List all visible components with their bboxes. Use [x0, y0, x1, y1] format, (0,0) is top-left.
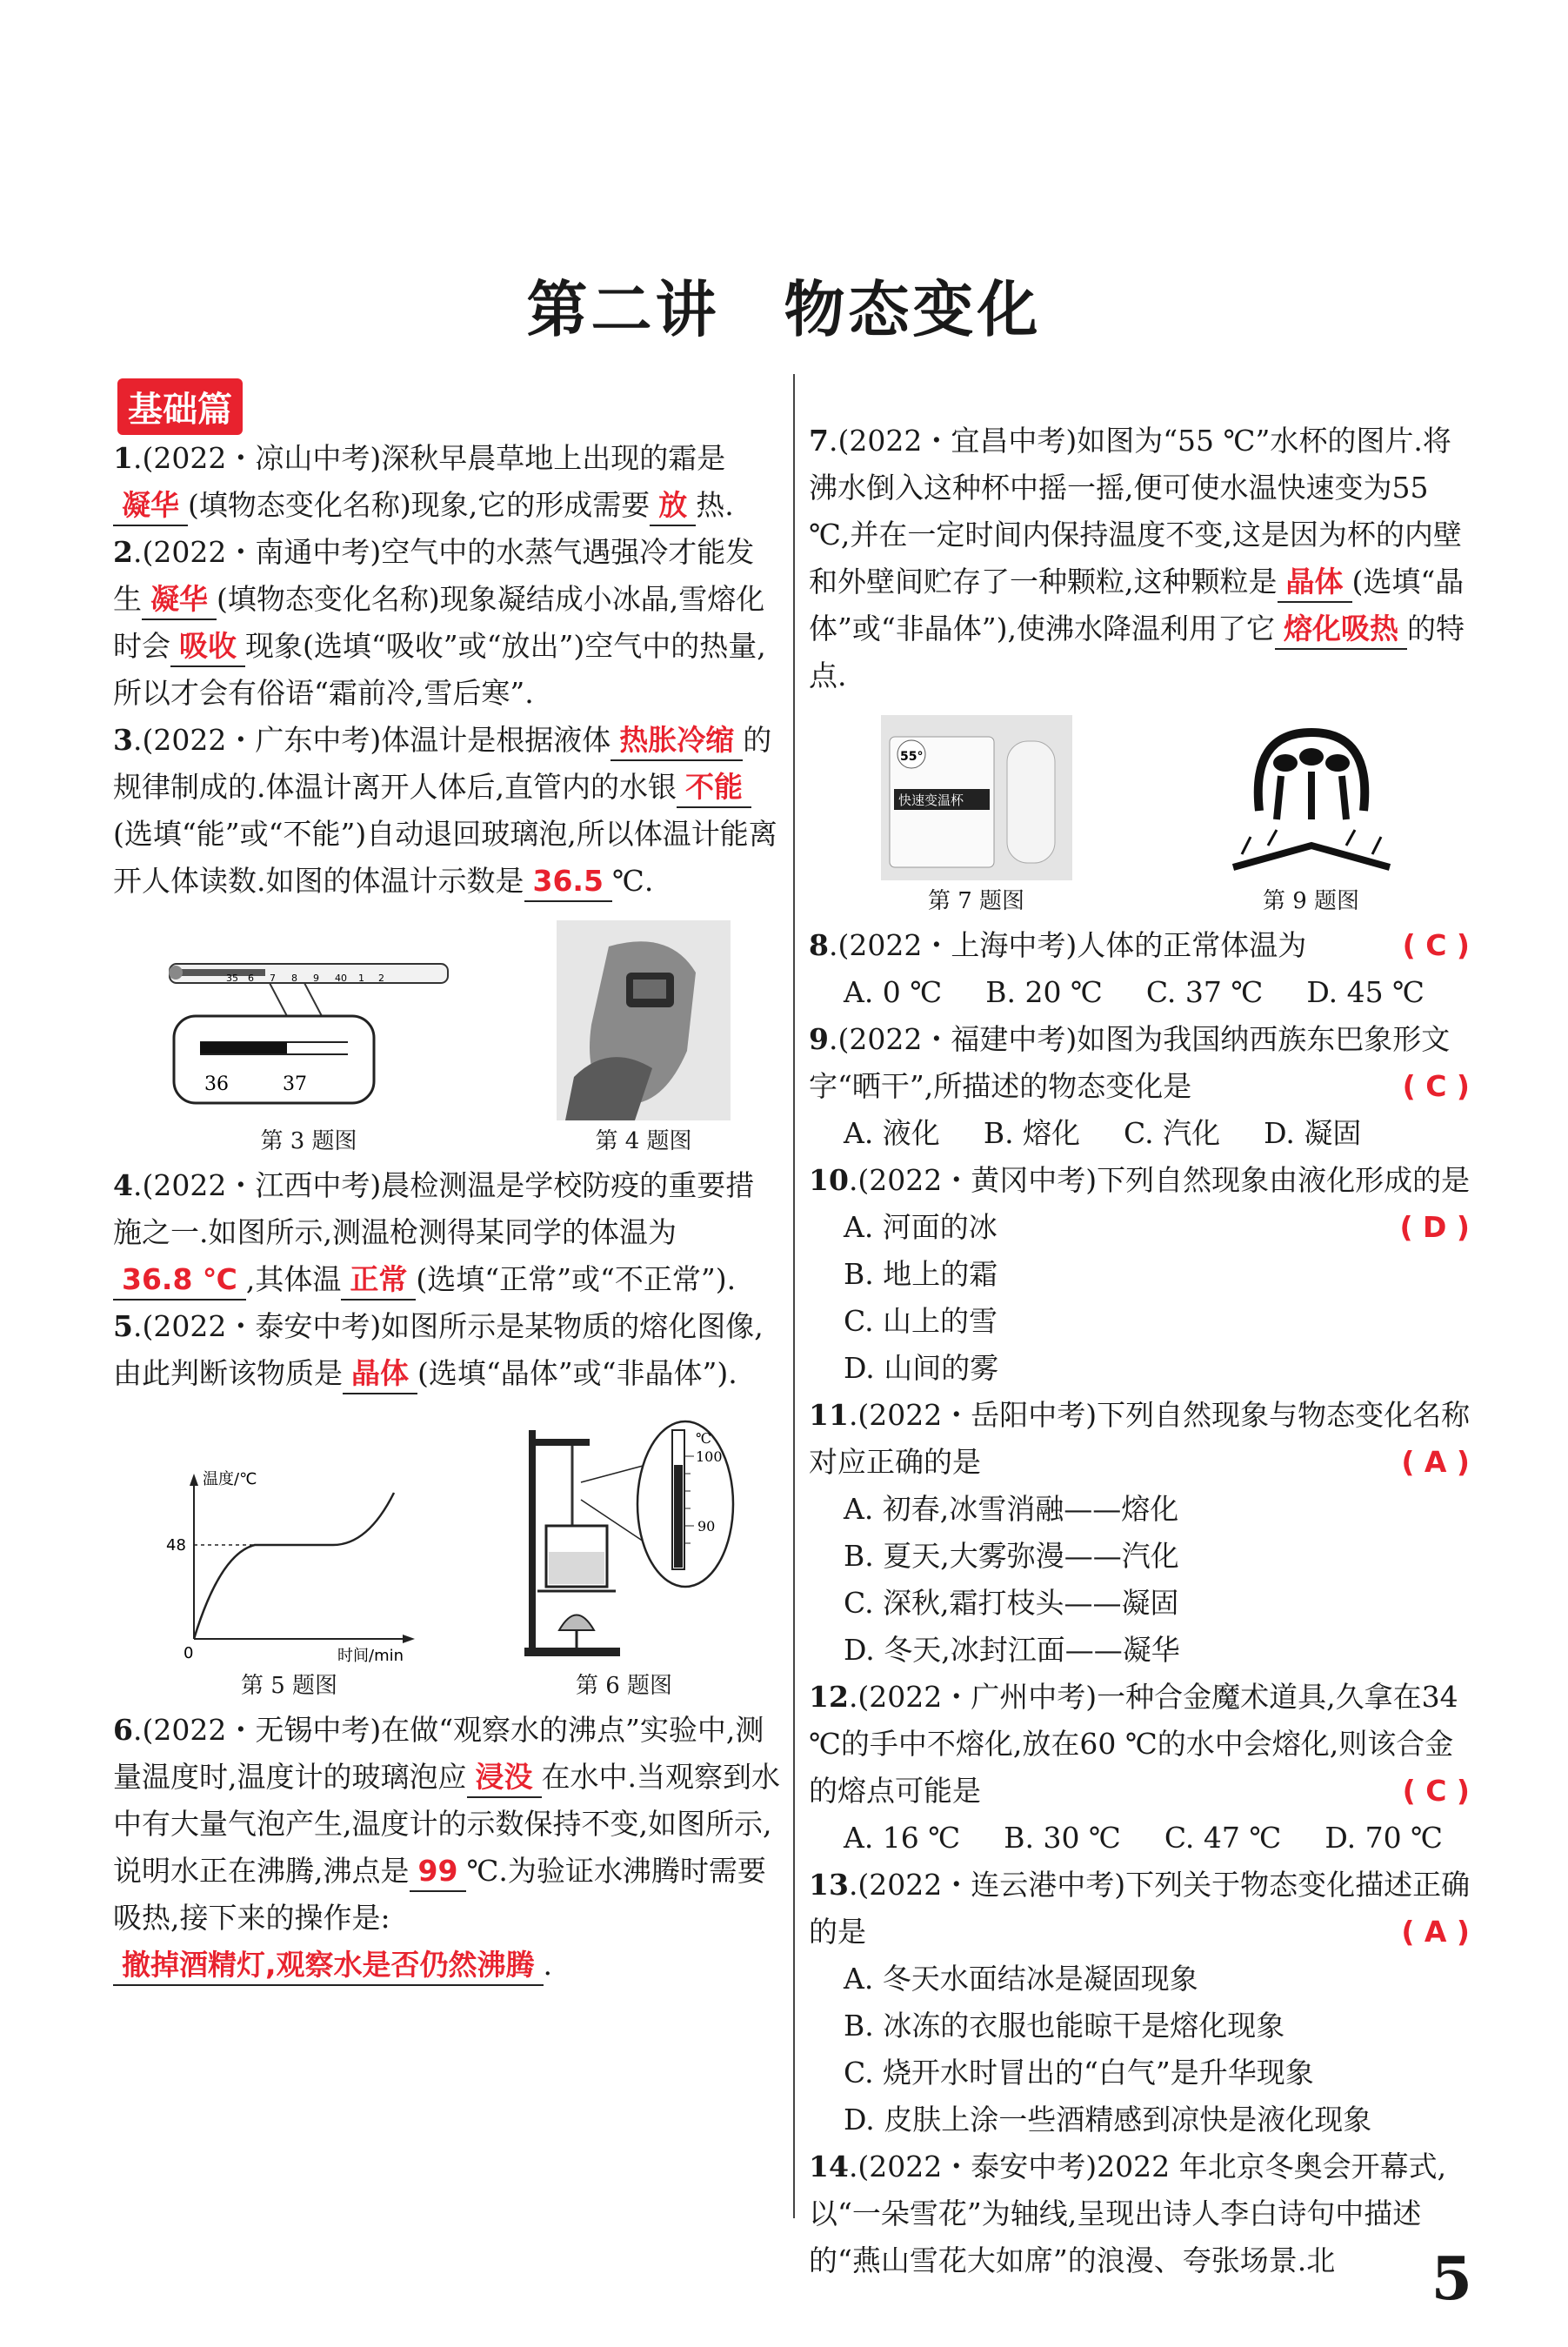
answer-blank: 吸收 — [170, 627, 245, 667]
question-number: 1 — [113, 441, 133, 475]
question-text: 热. — [696, 488, 734, 522]
figure-caption: 第 5 题图 — [240, 1673, 338, 1699]
figure-7 — [881, 715, 1072, 917]
options — [809, 1956, 1478, 2143]
question-text: (填物态变化名称)现象,它的形成需要 — [188, 488, 651, 522]
answer-blank: 99 — [410, 1852, 467, 1892]
answer-blank: 36.8 ℃ — [113, 1260, 246, 1301]
answer-blank: 放 — [650, 486, 696, 526]
left-column — [113, 435, 783, 1989]
question-text: (选填“能”或“不能”)自动退回玻璃泡,所以体温计能离开人体读数.如图的体温计示数是 — [113, 817, 777, 898]
dongba-glyph — [1216, 715, 1407, 880]
question-12 — [809, 1674, 1478, 1862]
option: C. 山上的雪 — [844, 1304, 998, 1338]
option: C. 汽化 — [1124, 1116, 1221, 1150]
question-text: .(2022・无锡中考)在做“观察水的沸点”实验中,测量温度时,温度计的玻璃泡应 — [113, 1713, 764, 1794]
question-text: .(2022・福建中考)如图为我国纳西族东巴象形文字“晒干”,所描述的物态变化是 — [809, 1022, 1451, 1103]
option: D. 凝固 — [1264, 1116, 1362, 1150]
option: D. 70 ℃ — [1324, 1821, 1443, 1855]
question-5 — [113, 1303, 783, 1397]
option: D. 冬天,冰封江面——凝华 — [844, 1633, 1180, 1667]
melting-chart — [159, 1465, 420, 1665]
answer-blank: 不能 — [677, 768, 751, 808]
question-7 — [809, 418, 1478, 699]
answer-blank: 36.5 — [524, 862, 612, 902]
question-text: . — [543, 1948, 553, 1982]
option: A. 0 ℃ — [844, 975, 943, 1009]
section-badge: 基础篇 — [117, 378, 243, 435]
question-text: .(2022・广州中考)一种合金魔术道具,久拿在34 ℃的手中不熔化,放在60 ℃的水中会熔化,则该合金的熔点可能是 — [809, 1680, 1458, 1808]
option: D. 45 ℃ — [1306, 975, 1425, 1009]
question-text: 的特点. — [809, 612, 1465, 692]
question-text: ℃. — [611, 864, 654, 898]
question-8 — [809, 922, 1478, 1016]
answer-blank: 热胀冷缩 — [611, 721, 743, 761]
figure-row-3-4 — [113, 920, 783, 1157]
question-text: ℃.为验证水沸腾时需要吸热,接下来的操作是: — [113, 1854, 766, 1935]
question-text: 的规律制成的.体温计离开人体后,直管内的水银 — [113, 723, 772, 804]
x-axis-label: 时间/min — [337, 1647, 404, 1665]
question-text: ,其体温 — [245, 1262, 342, 1296]
option: C. 深秋,霜打枝头——凝固 — [844, 1586, 1179, 1620]
cup-photo — [881, 715, 1072, 880]
options — [809, 1110, 1478, 1157]
scale-tick-label: 8 — [291, 973, 297, 984]
thermometer-gun-photo — [557, 920, 731, 1120]
cup-product-name: 快速变温杯 — [897, 792, 964, 808]
scale-tick-label: 2 — [378, 973, 384, 984]
origin-label: 0 — [183, 1644, 193, 1662]
question-number: 8 — [809, 928, 829, 962]
question-number: 13 — [809, 1868, 849, 1902]
scale-tick-label: 9 — [313, 973, 319, 984]
right-column — [809, 418, 1478, 2284]
answer-blank: 凝华 — [113, 486, 188, 526]
question-number: 14 — [809, 2150, 849, 2183]
thermometer-upper-label: 100 — [695, 1448, 723, 1465]
figure-6 — [511, 1413, 737, 1702]
question-text: (选填“正常”或“不正常”). — [416, 1262, 737, 1296]
zoom-label: 37 — [283, 1073, 307, 1095]
scale-tick-label: 7 — [270, 973, 276, 984]
choice-answer: ( C ) — [1402, 1774, 1470, 1808]
option: A. 16 ℃ — [844, 1821, 961, 1855]
y-axis-label: 温度/℃ — [202, 1470, 257, 1488]
figure-caption: 第 4 题图 — [595, 1128, 692, 1154]
option: B. 30 ℃ — [1004, 1821, 1121, 1855]
scale-tick-label: 1 — [358, 973, 364, 984]
question-9 — [809, 1016, 1478, 1157]
question-number: 7 — [809, 424, 829, 458]
question-text: .(2022・南通中考)空气中的水蒸气遇强冷才能发生 — [113, 535, 755, 616]
question-number: 6 — [113, 1713, 133, 1747]
figure-3 — [165, 955, 452, 1157]
figure-row-5-6 — [113, 1413, 783, 1702]
column-divider — [793, 374, 795, 2218]
figure-row-7-9 — [809, 715, 1478, 917]
figure-caption: 第 9 题图 — [1262, 888, 1360, 914]
y-marker-label: 48 — [165, 1536, 186, 1555]
question-text: .(2022・泰安中考)如图所示是某物质的熔化图像,由此判断该物质是 — [113, 1309, 764, 1390]
option: C. 烧开水时冒出的“白气”是升华现象 — [844, 2056, 1314, 2090]
question-text: (选填“晶体”或“非晶体”),使沸水降温利用了它 — [809, 565, 1465, 645]
question-number: 11 — [809, 1398, 849, 1432]
answer-blank: 晶体 — [343, 1354, 417, 1394]
figure-5 — [159, 1465, 420, 1702]
scale-tick-label: 40 — [335, 973, 347, 984]
option: D. 皮肤上涂一些酒精感到凉快是液化现象 — [844, 2103, 1372, 2136]
figure-caption: 第 7 题图 — [927, 888, 1025, 914]
thermometer-lower-label: 90 — [697, 1518, 715, 1535]
answer-blank: 晶体 — [1278, 563, 1352, 603]
question-number: 2 — [113, 535, 133, 569]
question-14 — [809, 2143, 1478, 2284]
figure-4 — [557, 920, 731, 1157]
option: A. 河面的冰 — [844, 1210, 998, 1244]
question-text: .(2022・黄冈中考)下列自然现象由液化形成的是 — [848, 1163, 1471, 1197]
question-text: 现象(选填“吸收”或“放出”)空气中的热量,所以才会有俗语“霜前冷,雪后寒”. — [113, 629, 766, 710]
answer-blank: 浸没 — [467, 1758, 542, 1798]
option: A. 冬天水面结冰是凝固现象 — [844, 1962, 1198, 1996]
option: D. 山间的雾 — [844, 1351, 999, 1385]
question-number: 9 — [809, 1022, 829, 1056]
question-text: .(2022・连云港中考)下列关于物态变化描述正确的是 — [809, 1868, 1471, 1949]
question-text: 在水中.当观察到水中有大量气泡产生,温度计的示数保持不变,如图所示,说明水正在沸腾,沸点是 — [113, 1760, 780, 1888]
question-6 — [113, 1707, 783, 1989]
option: B. 夏天,大雾弥漫——汽化 — [844, 1539, 1179, 1573]
question-number: 4 — [113, 1168, 133, 1202]
options — [809, 1204, 1399, 1392]
choice-answer: ( D ) — [1399, 1210, 1470, 1244]
options — [809, 969, 1478, 1016]
option: A. 液化 — [844, 1116, 940, 1150]
figure-caption: 第 6 题图 — [575, 1673, 673, 1699]
choice-answer: ( A ) — [1401, 1915, 1470, 1949]
option: C. 47 ℃ — [1164, 1821, 1282, 1855]
question-text: .(2022・江西中考)晨检测温是学校防疫的重要措施之一.如图所示,测温枪测得某同学的体温为 — [113, 1168, 755, 1249]
answer-blank: 熔化吸热 — [1275, 610, 1407, 650]
option: B. 地上的霜 — [844, 1257, 998, 1291]
question-number: 5 — [113, 1309, 133, 1343]
scale-tick-label: 35 — [226, 973, 238, 984]
cup-degree-label: 55° — [899, 750, 923, 764]
question-number: 3 — [113, 723, 133, 757]
scale-tick-label: 6 — [248, 973, 254, 984]
choice-answer: ( A ) — [1401, 1445, 1470, 1479]
thermometer-unit: ℃ — [695, 1430, 711, 1447]
question-text: .(2022・广东中考)体温计是根据液体 — [132, 723, 611, 757]
question-2 — [113, 529, 783, 717]
option: B. 冰冻的衣服也能晾干是熔化现象 — [844, 2009, 1285, 2043]
choice-answer: ( C ) — [1402, 928, 1470, 962]
page-number: 5 — [1431, 2244, 1472, 2314]
question-3 — [113, 717, 783, 905]
answer-blank: 撤掉酒精灯,观察水是否仍然沸腾 — [113, 1946, 544, 1986]
option: B. 熔化 — [983, 1116, 1081, 1150]
question-4 — [113, 1162, 783, 1303]
question-text: .(2022・上海中考)人体的正常体温为 — [828, 928, 1307, 962]
question-13 — [809, 1862, 1478, 2143]
question-text: (选填“晶体”或“非晶体”). — [417, 1356, 737, 1390]
question-11 — [809, 1392, 1478, 1674]
question-number: 12 — [809, 1680, 849, 1714]
choice-answer: ( C ) — [1402, 1069, 1470, 1103]
boiling-apparatus — [511, 1413, 737, 1665]
question-1 — [113, 435, 783, 529]
option: C. 37 ℃ — [1145, 975, 1264, 1009]
zoom-label: 36 — [204, 1073, 229, 1095]
answer-blank: 正常 — [341, 1260, 416, 1301]
question-number: 10 — [809, 1163, 849, 1197]
question-text: .(2022・泰安中考)2022 年北京冬奥会开幕式,以“一朵雪花”为轴线,呈现出诗人李白诗句中描述的“燕山雪花大如席”的浪漫、夸张场景.北 — [809, 2150, 1447, 2277]
question-text: (填物态变化名称)现象凝结成小冰晶,雪熔化时会 — [113, 582, 765, 663]
option: A. 初春,冰雪消融——熔化 — [844, 1492, 1179, 1526]
options — [809, 1486, 1478, 1674]
options — [809, 1815, 1478, 1862]
question-text: .(2022・宜昌中考)如图为“55 ℃”水杯的图片.将沸水倒入这种杯中摇一摇,便可使水温快速变为55 ℃,并在一定时间内保持温度不变,这是因为杯的内壁和外壁间贮存了一种颗粒,这种颗粒是 — [809, 424, 1462, 598]
melting-curve — [194, 1493, 394, 1639]
page-title: 第二讲 物态变化 — [526, 273, 1042, 345]
thermometer-figure — [165, 955, 452, 1120]
question-text: .(2022・凉山中考)深秋早晨草地上出现的霜是 — [132, 441, 726, 475]
figure-9 — [1216, 715, 1407, 917]
question-text: .(2022・岳阳中考)下列自然现象与物态变化名称对应正确的是 — [809, 1398, 1471, 1479]
question-10 — [809, 1157, 1478, 1392]
option: B. 20 ℃ — [985, 975, 1103, 1009]
answer-blank: 凝华 — [142, 580, 217, 620]
figure-caption: 第 3 题图 — [260, 1128, 357, 1154]
